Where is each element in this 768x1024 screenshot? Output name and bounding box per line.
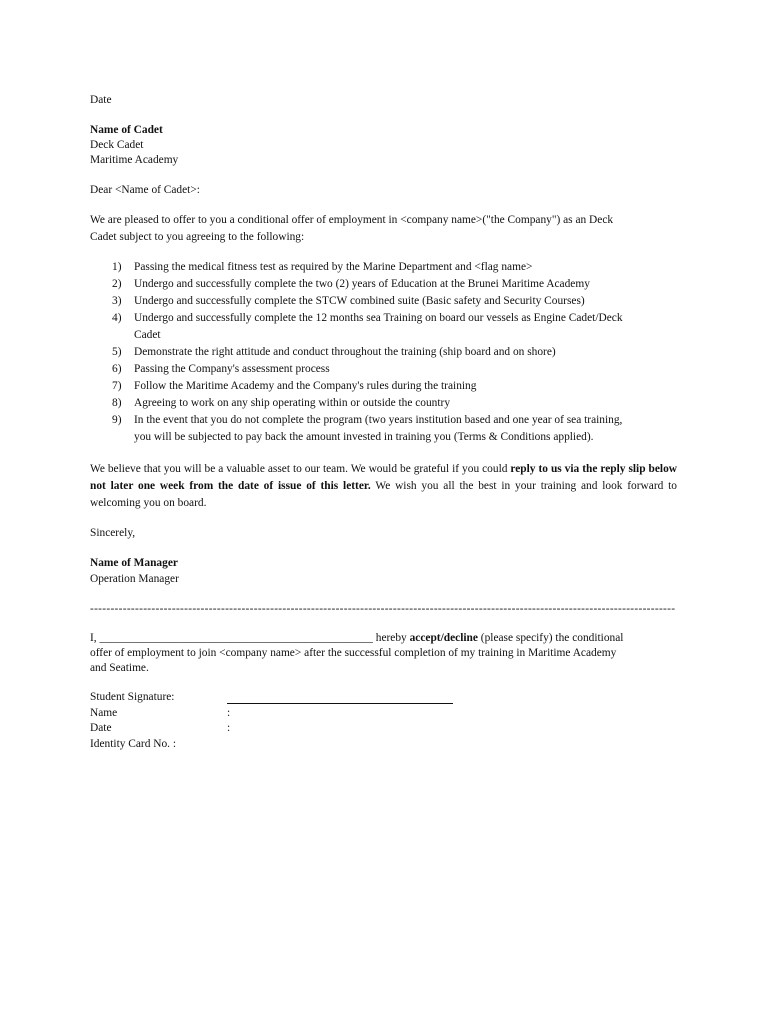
reply-instruction: reply to us via the reply slip below not later one week from the date of issue of this letter.	[90, 463, 677, 492]
condition-text: Agreeing to work on any ship operating within or outside the country	[134, 397, 451, 409]
condition-text: you will be subjected to pay back the amount invested in training you (Terms & Conditions applied).	[134, 431, 594, 443]
condition-text: Passing the medical fitness test as required by the Marine Department and <flag name>	[134, 261, 533, 273]
condition-number: 3)	[112, 295, 122, 307]
signoff: Sincerely,	[90, 527, 136, 539]
closing-paragraph: We believe that you will be a valuable asset to our team. We would be grateful if you could reply to us via the reply slip below not later one week from the date of issue of this letter. We wish you all the best in your training and look forward to welcoming you on board.	[90, 463, 677, 509]
signature-line	[227, 703, 453, 704]
condition-number: 9)	[112, 414, 122, 426]
recipient-org: Maritime Academy	[90, 154, 179, 166]
condition-text: Cadet	[134, 329, 161, 341]
conditions-list	[112, 259, 678, 446]
condition-number: 5)	[112, 346, 122, 358]
intro-line-1: We are pleased to offer to you a conditional offer of employment in <company name>("the Company") as an Deck	[90, 214, 614, 226]
manager-name: Name of Manager	[90, 557, 178, 569]
reply-line-2: offer of employment to join <company name> after the successful completion of my training in Maritime Academy	[90, 647, 617, 659]
condition-text: In the event that you do not complete the program (two years institution based and one year of sea training,	[134, 414, 623, 426]
condition-item	[112, 344, 678, 361]
condition-item	[112, 259, 678, 276]
condition-item	[112, 412, 678, 446]
condition-number: 7)	[112, 380, 122, 392]
condition-item	[112, 378, 678, 395]
student-signature-label: Student Signature:	[90, 691, 175, 703]
condition-item	[112, 293, 678, 310]
condition-item	[112, 310, 678, 344]
condition-item	[112, 361, 678, 378]
condition-text: Undergo and successfully complete the STCW combined suite (Basic safety and Security Courses)	[134, 295, 585, 307]
recipient-title: Deck Cadet	[90, 139, 144, 151]
condition-number: 2)	[112, 278, 122, 290]
condition-number: 1)	[112, 261, 122, 273]
name-blank: ________________________________________________	[99, 632, 373, 644]
name-colon: :	[227, 707, 231, 719]
date-colon: :	[227, 722, 231, 734]
condition-text: Demonstrate the right attitude and conduct throughout the training (ship board and on shore)	[134, 346, 556, 358]
reply-line-1: I, ________________________________________________ hereby accept/decline (please specify) the conditional	[90, 632, 624, 644]
condition-number: 4)	[112, 312, 122, 324]
salutation: Dear <Name of Cadet>:	[90, 184, 200, 196]
condition-number: 6)	[112, 363, 122, 375]
condition-text: Undergo and successfully complete the two (2) years of Education at the Brunei Maritime Academy	[134, 278, 590, 290]
identity-card-label: Identity Card No. :	[90, 738, 177, 750]
date-line: Date	[90, 94, 112, 106]
condition-text: Follow the Maritime Academy and the Company's rules during the training	[134, 380, 477, 392]
recipient-name: Name of Cadet	[90, 124, 163, 136]
date-label: Date	[90, 722, 112, 734]
condition-text: Undergo and successfully complete the 12 months sea Training on board our vessels as Engine Cadet/Deck	[134, 312, 623, 324]
condition-item	[112, 395, 678, 412]
intro-line-2: Cadet subject to you agreeing to the following:	[90, 231, 305, 243]
cut-separator: -----------------------------------------------------------------------------------------------------------------------------------------------	[90, 603, 676, 615]
condition-item	[112, 276, 678, 293]
name-label: Name	[90, 707, 118, 719]
condition-number: 8)	[112, 397, 122, 409]
manager-title: Operation Manager	[90, 573, 179, 585]
accept-decline: accept/decline	[409, 632, 478, 644]
reply-line-3: and Seatime.	[90, 662, 149, 674]
condition-text: Passing the Company's assessment process	[134, 363, 330, 375]
